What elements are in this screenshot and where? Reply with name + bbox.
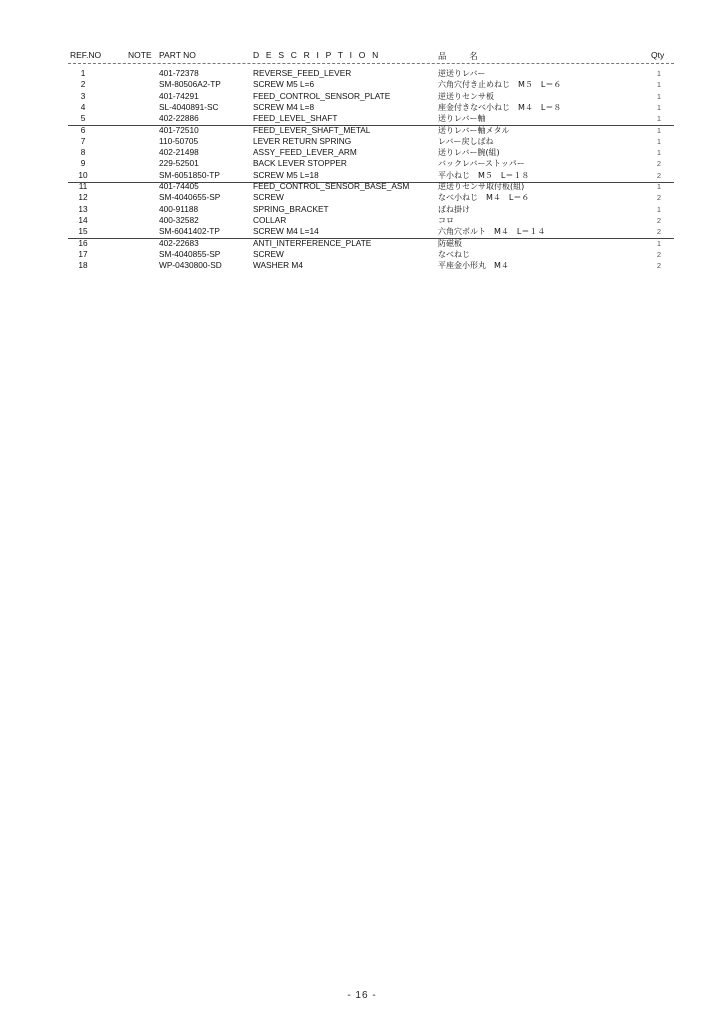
cell-part-no: 401-74405 (159, 181, 199, 191)
table-row (0, 125, 724, 136)
cell-description: FEED_LEVER_SHAFT_METAL (253, 124, 371, 135)
table-row (0, 102, 724, 113)
cell-part-no: 400-32582 (159, 214, 199, 225)
cell-ref-no: 7 (80, 135, 86, 146)
cell-japanese-name: レバー戻しばね (438, 136, 494, 146)
cell-description: SCREW (253, 192, 284, 203)
cell-ref-no: 9 (80, 158, 86, 169)
cell-qty: 1 (656, 182, 662, 191)
cell-ref-no: 4 (80, 101, 86, 112)
page-number: - 16 - (347, 990, 377, 1001)
table-row (0, 147, 724, 158)
cell-part-no: 402-22683 (159, 237, 199, 248)
cell-description: SCREW (253, 248, 284, 259)
table-row (0, 79, 724, 90)
cell-description: FEED_CONTROL_SENSOR_PLATE (253, 90, 391, 101)
cell-ref-no: 18 (78, 260, 88, 271)
cell-description: SCREW M4 L=14 (253, 226, 319, 237)
cell-ref-no: 5 (80, 113, 86, 124)
cell-ref-no: 12 (78, 192, 88, 203)
table-row (0, 91, 724, 102)
table-row (0, 249, 724, 260)
cell-qty: 1 (656, 80, 662, 90)
cell-description: BACK LEVER STOPPER (253, 158, 347, 169)
cell-ref-no: 13 (78, 203, 88, 214)
header-description: D E S C R I P T I O N (253, 50, 381, 60)
table-row (0, 68, 724, 79)
header-note: NOTE (128, 50, 152, 60)
cell-japanese-name: バックレバーストッパー (438, 159, 525, 169)
cell-qty: 2 (656, 159, 662, 169)
cell-ref-no: 1 (80, 68, 86, 78)
cell-ref-no: 2 (80, 79, 86, 90)
cell-qty: 1 (656, 114, 662, 124)
cell-part-no: SL-4040891-SC (159, 101, 219, 112)
cell-japanese-name: 六角穴付き止めねじ M５ L＝６ (438, 80, 562, 90)
cell-qty: 2 (656, 193, 662, 203)
cell-part-no: 401-72510 (159, 124, 199, 135)
header-qty: Qty (651, 50, 665, 60)
cell-part-no: 401-72378 (159, 68, 199, 78)
cell-japanese-name: 送りレバー軸メタル (438, 125, 510, 135)
cell-part-no: 401-74291 (159, 90, 199, 101)
cell-ref-no: 17 (78, 248, 88, 259)
cell-japanese-name: 逆送りセンサ取付板(組) (438, 182, 525, 191)
cell-description: SCREW M5 L=18 (253, 169, 319, 180)
cell-japanese-name: 平座金小形丸 M４ (438, 261, 509, 271)
cell-ref-no: 11 (78, 181, 88, 191)
cell-qty: 2 (656, 215, 662, 225)
cell-japanese-name: 送りレバー腕(組) (438, 148, 500, 158)
cell-qty: 1 (656, 238, 662, 248)
cell-qty: 2 (656, 227, 662, 237)
cell-description: SCREW M5 L=6 (253, 79, 315, 90)
cell-qty: 2 (656, 261, 662, 271)
cell-description: WASHER M4 (253, 260, 303, 271)
table-row (0, 192, 724, 203)
header-part-no: PART NO (159, 50, 196, 60)
cell-description: LEVER RETURN SPRING (253, 135, 352, 146)
table-row (0, 170, 724, 181)
cell-japanese-name: 平小ねじ M５ L＝１８ (438, 170, 530, 180)
table-row (0, 238, 724, 249)
header-divider (68, 63, 674, 64)
cell-description: ASSY_FEED_LEVER_ARM (253, 147, 357, 158)
cell-part-no: SM-80506A2-TP (159, 79, 221, 90)
cell-description: ANTI_INTERFERENCE_PLATE (253, 237, 372, 248)
cell-qty: 1 (656, 69, 662, 78)
header-japanese-name: 品 名 (438, 52, 488, 62)
cell-qty: 2 (656, 170, 662, 180)
cell-japanese-name: 座金付きなべ小ねじ M４ L＝８ (438, 102, 562, 112)
cell-part-no: 402-21498 (159, 147, 199, 158)
cell-ref-no: 3 (80, 90, 86, 101)
cell-description: SPRING_BRACKET (253, 203, 329, 214)
table-row (0, 215, 724, 226)
table-row (0, 226, 724, 237)
cell-part-no: SM-6041402-TP (159, 226, 220, 237)
table-row (0, 113, 724, 124)
table-row (0, 181, 724, 192)
header-ref-no: REF.NO (70, 50, 102, 60)
cell-ref-no: 16 (78, 237, 88, 248)
cell-description: COLLAR (253, 214, 287, 225)
cell-qty: 1 (656, 136, 662, 146)
table-row (0, 260, 724, 271)
cell-ref-no: 15 (78, 226, 88, 237)
cell-part-no: SM-6051850-TP (159, 169, 220, 180)
cell-japanese-name: 六角穴ボルト M４ L＝１４ (438, 227, 546, 237)
cell-description: FEED_LEVEL_SHAFT (253, 113, 338, 124)
cell-description: REVERSE_FEED_LEVER (253, 68, 352, 78)
cell-japanese-name: 送りレバー軸 (438, 114, 486, 124)
cell-part-no: 402-22886 (159, 113, 199, 124)
cell-japanese-name: ばね掛け (438, 204, 470, 214)
cell-ref-no: 6 (80, 124, 86, 135)
table-row (0, 136, 724, 147)
cell-japanese-name: コロ (438, 215, 454, 225)
cell-part-no: 229-52501 (159, 158, 199, 169)
cell-part-no: WP-0430800-SD (159, 260, 222, 271)
cell-description: FEED_CONTROL_SENSOR_BASE_ASM (253, 181, 410, 191)
cell-part-no: 400-91188 (159, 203, 199, 214)
cell-qty: 1 (656, 91, 662, 101)
cell-part-no: 110-50705 (159, 135, 199, 146)
cell-ref-no: 10 (78, 169, 88, 180)
cell-japanese-name: なべねじ (438, 249, 470, 259)
cell-qty: 1 (656, 125, 662, 135)
cell-japanese-name: 逆送りセンサ板 (438, 91, 494, 101)
cell-qty: 1 (656, 148, 662, 158)
cell-qty: 1 (656, 102, 662, 112)
table-row (0, 204, 724, 215)
cell-ref-no: 14 (78, 214, 88, 225)
cell-part-no: SM-4040655-SP (159, 192, 221, 203)
cell-ref-no: 8 (80, 147, 86, 158)
cell-part-no: SM-4040855-SP (159, 248, 221, 259)
cell-japanese-name: 逆送りレバー (438, 69, 486, 78)
cell-japanese-name: なべ小ねじ M４ L＝６ (438, 193, 530, 203)
cell-japanese-name: 防磁板 (438, 238, 462, 248)
cell-qty: 2 (656, 249, 662, 259)
table-row (0, 158, 724, 169)
cell-qty: 1 (656, 204, 662, 214)
cell-description: SCREW M4 L=8 (253, 101, 315, 112)
